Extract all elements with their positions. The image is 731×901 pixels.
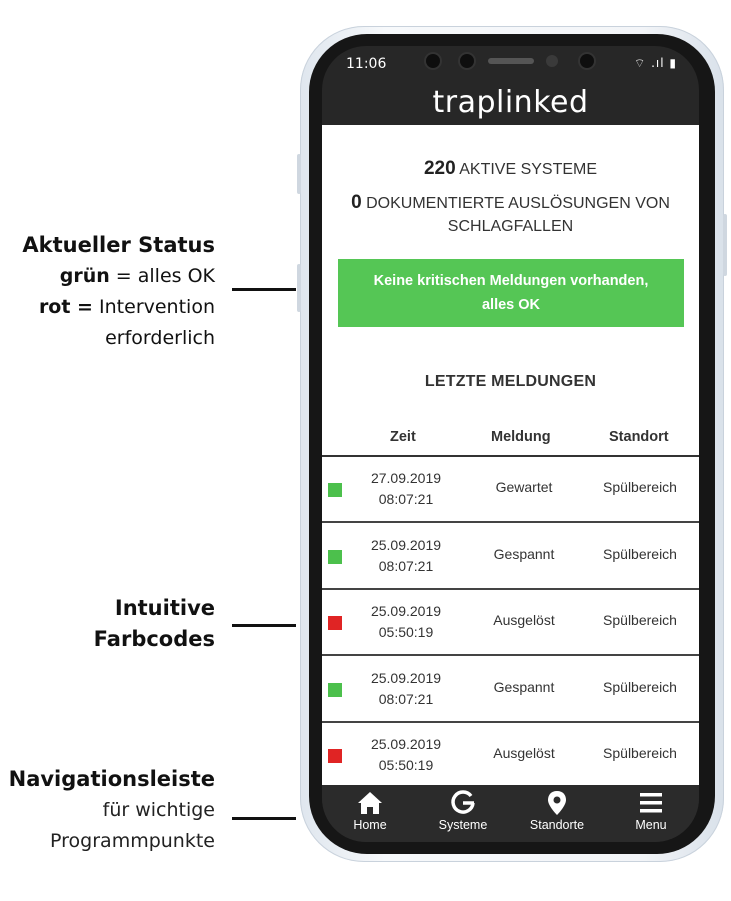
annotation-status-title: Aktueller Status: [22, 233, 215, 257]
row-location: Spülbereich: [603, 745, 677, 761]
column-header-location: Standort: [609, 429, 669, 445]
nav-home-label: Home: [353, 818, 387, 832]
status-banner-line1: Keine kritischen Meldungen vorhanden,: [373, 273, 649, 289]
annotation-colors-line2: Farbcodes: [93, 627, 215, 651]
row-location: Spülbereich: [603, 479, 677, 495]
systeme-icon: [449, 790, 477, 816]
status-square: [328, 683, 342, 697]
nav-standorte[interactable]: [512, 790, 602, 832]
table-row[interactable]: [322, 657, 699, 723]
nav-home[interactable]: [325, 790, 415, 832]
nav-standorte-label: Standorte: [529, 818, 585, 832]
nav-systeme[interactable]: [418, 790, 508, 832]
row-datetime: [358, 668, 454, 710]
documented-triggers: [342, 191, 679, 238]
status-banner-line2: alles OK: [481, 297, 541, 313]
status-bar: [322, 46, 699, 80]
status-square: [328, 483, 342, 497]
triggers-count: 0: [351, 192, 362, 213]
row-datetime: [358, 734, 454, 776]
row-time: 08:07:21: [378, 690, 434, 707]
row-time: 08:07:21: [378, 557, 434, 574]
row-message: Ausgelöst: [493, 612, 555, 628]
triggers-label: DOKUMENTIERTE AUSLÖSUNGEN VON SCHLAGFALLEN: [366, 195, 670, 235]
annotation-nav: [9, 764, 215, 857]
annotation-nav-line3: Programmpunkte: [50, 830, 215, 852]
row-date: 25.09.2019: [370, 669, 442, 686]
menu-icon: [637, 790, 665, 816]
nav-systeme-label: Systeme: [438, 818, 488, 832]
home-content: [322, 125, 699, 785]
nav-menu[interactable]: [606, 790, 696, 832]
row-datetime: [358, 468, 454, 510]
logo-text: traplinked: [432, 85, 589, 120]
camera-icon: [460, 54, 474, 68]
row-date: 27.09.2019: [370, 470, 442, 486]
annotation-colors-leader: [232, 624, 296, 627]
row-datetime: [358, 601, 454, 643]
volume-button-2: [297, 264, 301, 312]
status-square: [328, 616, 342, 630]
row-location: Spülbereich: [603, 545, 677, 562]
bottom-navigation: [322, 785, 699, 842]
recent-messages-title: LETZTE MELDUNGEN: [424, 373, 597, 390]
active-systems: [322, 158, 699, 180]
sensor-icon: [426, 54, 440, 68]
annotation-nav-line2: für wichtige: [102, 799, 215, 821]
row-date: 25.09.2019: [370, 603, 442, 619]
status-time: 11:06: [346, 56, 387, 72]
row-time: 08:07:21: [378, 491, 434, 507]
row-message: Gespannt: [493, 545, 555, 562]
annotation-colors-line1: Intuitive: [114, 596, 215, 620]
active-systems-count: 220: [423, 158, 456, 179]
table-row[interactable]: [322, 723, 699, 789]
phone-screen: [322, 46, 699, 842]
annotation-green-key: grün: [59, 265, 110, 287]
row-location: Spülbereich: [603, 612, 677, 628]
row-message: Gewartet: [495, 479, 553, 495]
row-date: 25.09.2019: [370, 536, 442, 553]
sensor-icon-2: [580, 54, 594, 68]
power-button: [723, 214, 727, 276]
row-datetime: [358, 535, 454, 577]
active-systems-label: AKTIVE SYSTEME: [459, 161, 598, 178]
row-time: 05:50:19: [378, 757, 434, 773]
nav-menu-label: Menu: [635, 818, 667, 832]
status-square: [328, 749, 342, 763]
row-message: Ausgelöst: [493, 745, 555, 761]
annotation-red-text2: erforderlich: [105, 327, 215, 349]
annotation-green-text: = alles OK: [115, 265, 215, 287]
annotation-nav-leader: [232, 817, 296, 820]
row-location: Spülbereich: [603, 678, 677, 695]
speaker-grille: [488, 58, 534, 64]
annotation-red-text: Intervention: [99, 296, 215, 318]
table-row[interactable]: [322, 457, 699, 523]
app-logo: [322, 80, 699, 126]
row-message: Gespannt: [493, 678, 555, 695]
status-square: [328, 550, 342, 564]
location-pin-icon: [543, 790, 571, 816]
front-camera-icon: [546, 55, 558, 67]
annotation-colors: [94, 593, 215, 655]
column-header-time: Zeit: [390, 429, 416, 445]
annotation-status-leader: [232, 288, 296, 291]
table-row[interactable]: [322, 590, 699, 656]
annotation-status: [22, 230, 215, 354]
column-header-message: Meldung: [491, 429, 551, 445]
status-banner: [338, 259, 684, 327]
row-time: 05:50:19: [378, 624, 434, 640]
home-icon: [356, 790, 384, 816]
table-row[interactable]: [322, 524, 699, 590]
table-header: [322, 425, 699, 457]
status-icons: ⌔ .ıl ▮: [634, 56, 677, 70]
annotation-nav-title: Navigationsleiste: [8, 767, 215, 791]
row-date: 25.09.2019: [370, 736, 442, 752]
volume-button: [297, 154, 301, 194]
annotation-red-key: rot =: [38, 296, 93, 318]
